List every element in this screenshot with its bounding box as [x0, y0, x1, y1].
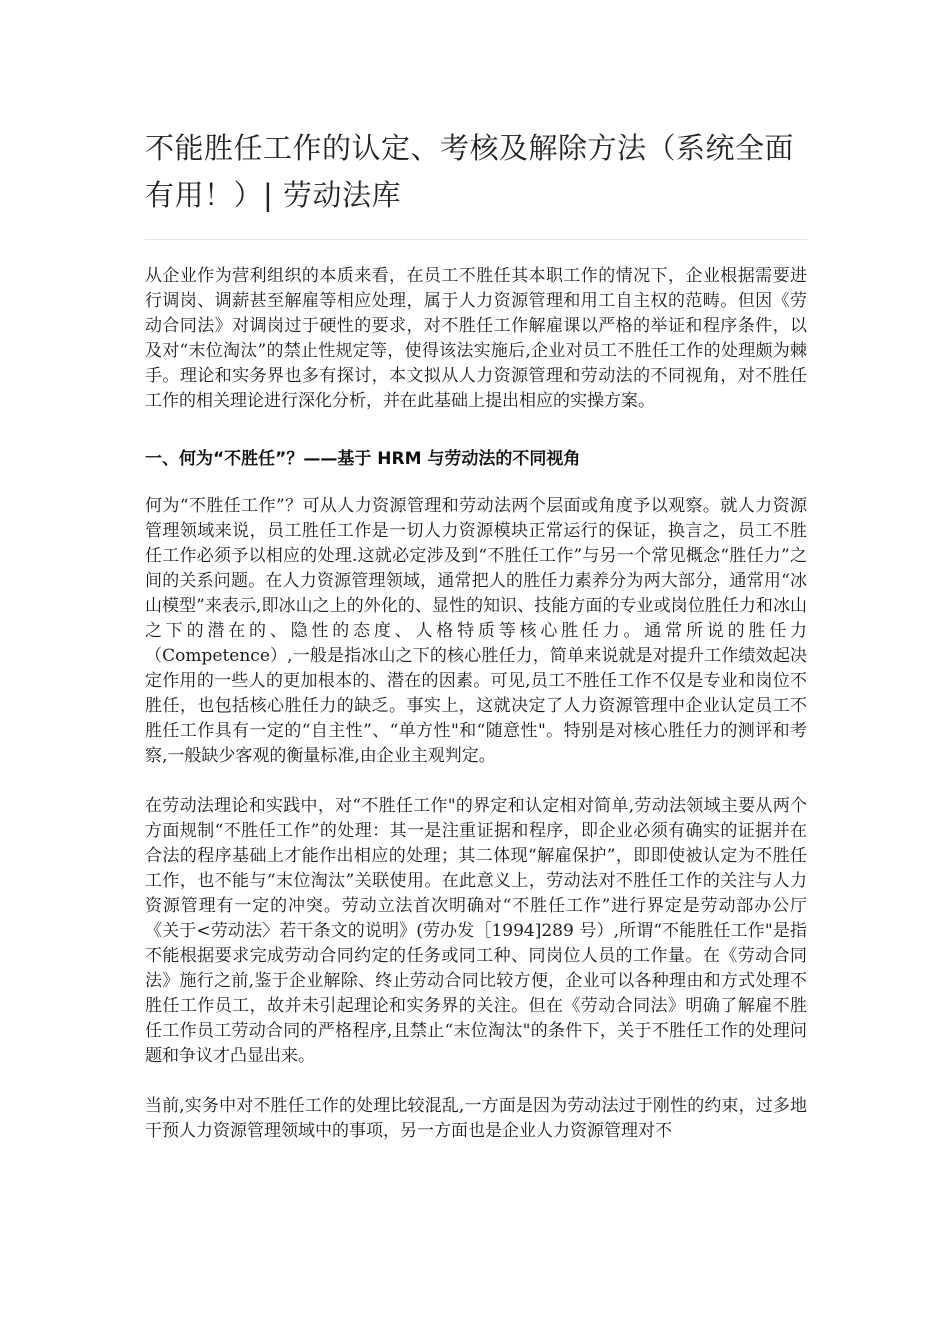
- intro-paragraph: 从企业作为营利组织的本质来看，在员工不胜任其本职工作的情况下，企业根据需要进行调岗、调薪甚至解雇等相应处理，属于人力资源管理和用工自主权的范畴。但因《劳动合同法》对调岗过于硬性的要求，对不胜任工作解雇课以严格的举证和程序条件，以及对“末位淘汰”的禁止性规定等，使得该法实施后,企业对员工不胜任工作的处理颇为棘手。理论和实务界也多有探讨，本文拟从人力资源管理和劳动法的不同视角，对不胜任工作的相关理论进行深化分析，并在此基础上提出相应的实操方案。: [145, 266, 807, 411]
- article-container: [145, 0, 807, 1144]
- section-heading: 一、何为“不胜任”？——基于 HRM 与劳动法的不同视角: [145, 449, 581, 469]
- body-paragraph-3: 当前,实务中对不胜任工作的处理比较混乱,一方面是因为劳动法过于刚性的约束，过多地干预人力资源管理领域中的事项，另一方面也是企业人力资源管理对不: [145, 1096, 807, 1141]
- article-title: 不能胜任工作的认定、考核及解除方法（系统全面有用！）| 劳动法库: [145, 131, 795, 212]
- title-divider: [145, 239, 807, 240]
- body-paragraph-1: 何为“不胜任工作”？可从人力资源管理和劳动法两个层面或角度予以观察。就人力资源管理领域来说，员工胜任工作是一切人力资源模块正常运行的保证，换言之，员工不胜任工作必须予以相应的处理.这就必定涉及到“不胜任工作”与另一个常见概念“胜任力”之间的关系问题。在人力资源管理领域，通常把人的胜任力素养分为两大部分，通常用“冰山模型”来表示,即冰山之上的外化的、显性的知识、技能方面的专业或岗位胜任力和冰山之下的潜在的、隐性的态度、人格特质等核心胜任力。通常所说的胜任力（Competence）,一般是指冰山之下的核心胜任力，简单来说就是对提升工作绩效起决定作用的一些人的更加根本的、潜在的因素。可见,员工不胜任工作不仅是专业和岗位不胜任，也包括核心胜任力的缺乏。事实上，这就决定了人力资源管理中企业认定员工不胜任工作具有一定的“自主性”、“单方性"和“随意性"。特别是对核心胜任力的测评和考察,一般缺少客观的衡量标准,由企业主观判定。: [145, 496, 807, 766]
- body-paragraph-2: 在劳动法理论和实践中，对“不胜任工作"的界定和认定相对简单,劳动法领域主要从两个方面规制“不胜任工作”的处理：其一是注重证据和程序，即企业必须有确实的证据并在合法的程序基础上才能作出相应的处理；其二体现“解雇保护”，即即使被认定为不胜任工作，也不能与“末位淘汰”关联使用。在此意义上，劳动法对不胜任工作的关注与人力资源管理有一定的冲突。劳动立法首次明确对“不胜任工作”进行界定是劳动部办公厅《关于<劳动法〉若干条文的说明》(劳办发［1994]289 号）,所谓“不能胜任工作"是指不能根据要求完成劳动合同约定的任务或同工种、同岗位人员的工作量。在《劳动合同法》施行之前,鉴于企业解除、终止劳动合同比较方便，企业可以各种理由和方式处理不胜任工作员工，故并未引起理论和实务界的关注。但在《劳动合同法》明确了解雇不胜任工作员工劳动合同的严格程序,且禁止“末位淘汰"的条件下，关于不胜任工作的处理问题和争议才凸显出来。: [145, 796, 807, 1066]
